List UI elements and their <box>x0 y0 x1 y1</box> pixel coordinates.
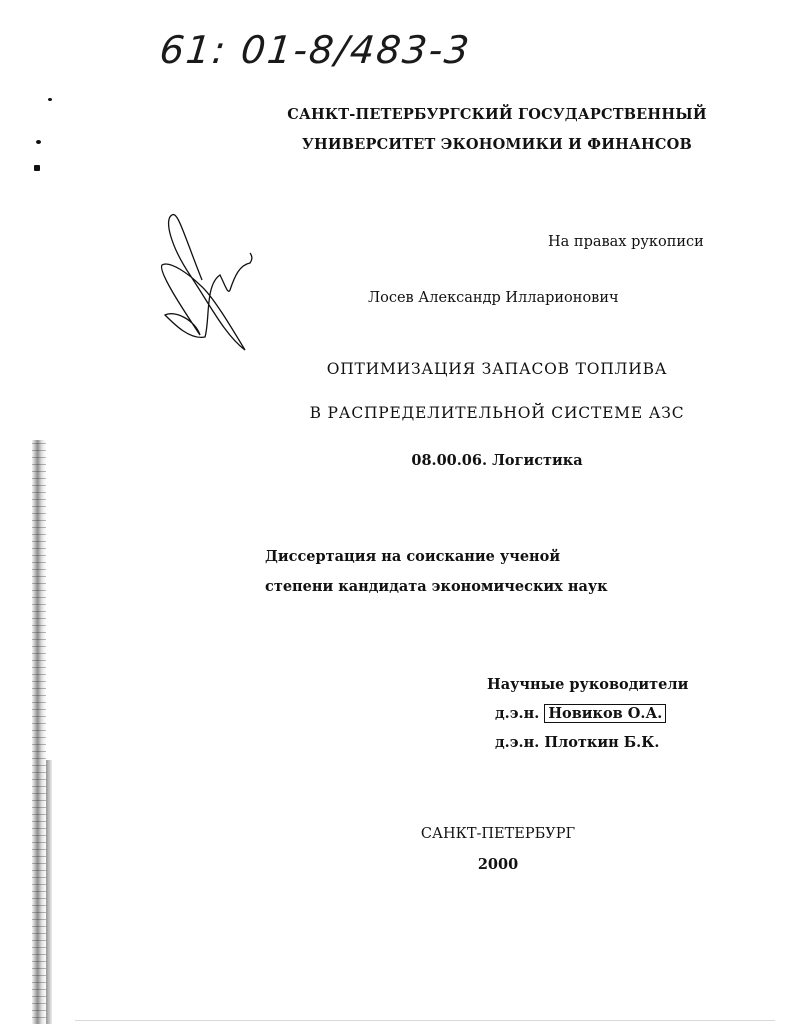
scan-speck <box>48 98 52 101</box>
degree-line1: Диссертация на соискание ученой <box>265 548 561 565</box>
scan-edge-artifact <box>32 440 46 1024</box>
supervisor-item <box>495 734 659 751</box>
scan-edge-artifact <box>46 760 52 1024</box>
supervisors-heading: Научные руководители <box>487 676 689 693</box>
scan-bottom-edge <box>75 1020 775 1021</box>
supervisor-name: Плоткин Б.К. <box>544 734 660 751</box>
archive-code: 61: 01-8/483-3 <box>157 28 474 72</box>
supervisor-degree: д.э.н. <box>495 734 540 751</box>
supervisor-degree: д.э.н. <box>495 705 540 722</box>
scan-speck <box>34 165 40 171</box>
scan-speck <box>36 140 41 144</box>
year: 2000 <box>477 856 519 873</box>
supervisor-item <box>495 705 666 722</box>
author-name: Лосев Александр Илларионович <box>368 290 619 306</box>
dissertation-title-line1: ОПТИМИЗАЦИЯ ЗАПАСОВ ТОПЛИВА <box>326 360 668 378</box>
signature <box>150 205 270 355</box>
degree-line2: степени кандидата экономических наук <box>265 578 608 595</box>
dissertation-title-line2: В РАСПРЕДЕЛИТЕЛЬНОЙ СИСТЕМЕ АЗС <box>309 404 685 422</box>
supervisor-name: Новиков О.А. <box>544 704 666 723</box>
university-name-line2: УНИВЕРСИТЕТ ЭКОНОМИКИ И ФИНАНСОВ <box>302 136 692 153</box>
rights-note: На правах рукописи <box>548 234 704 250</box>
university-name-line1: САНКТ-ПЕТЕРБУРГСКИЙ ГОСУДАРСТВЕННЫЙ <box>287 106 707 123</box>
specialty-code: 08.00.06. Логистика <box>411 452 583 469</box>
city: САНКТ-ПЕТЕРБУРГ <box>420 826 576 842</box>
